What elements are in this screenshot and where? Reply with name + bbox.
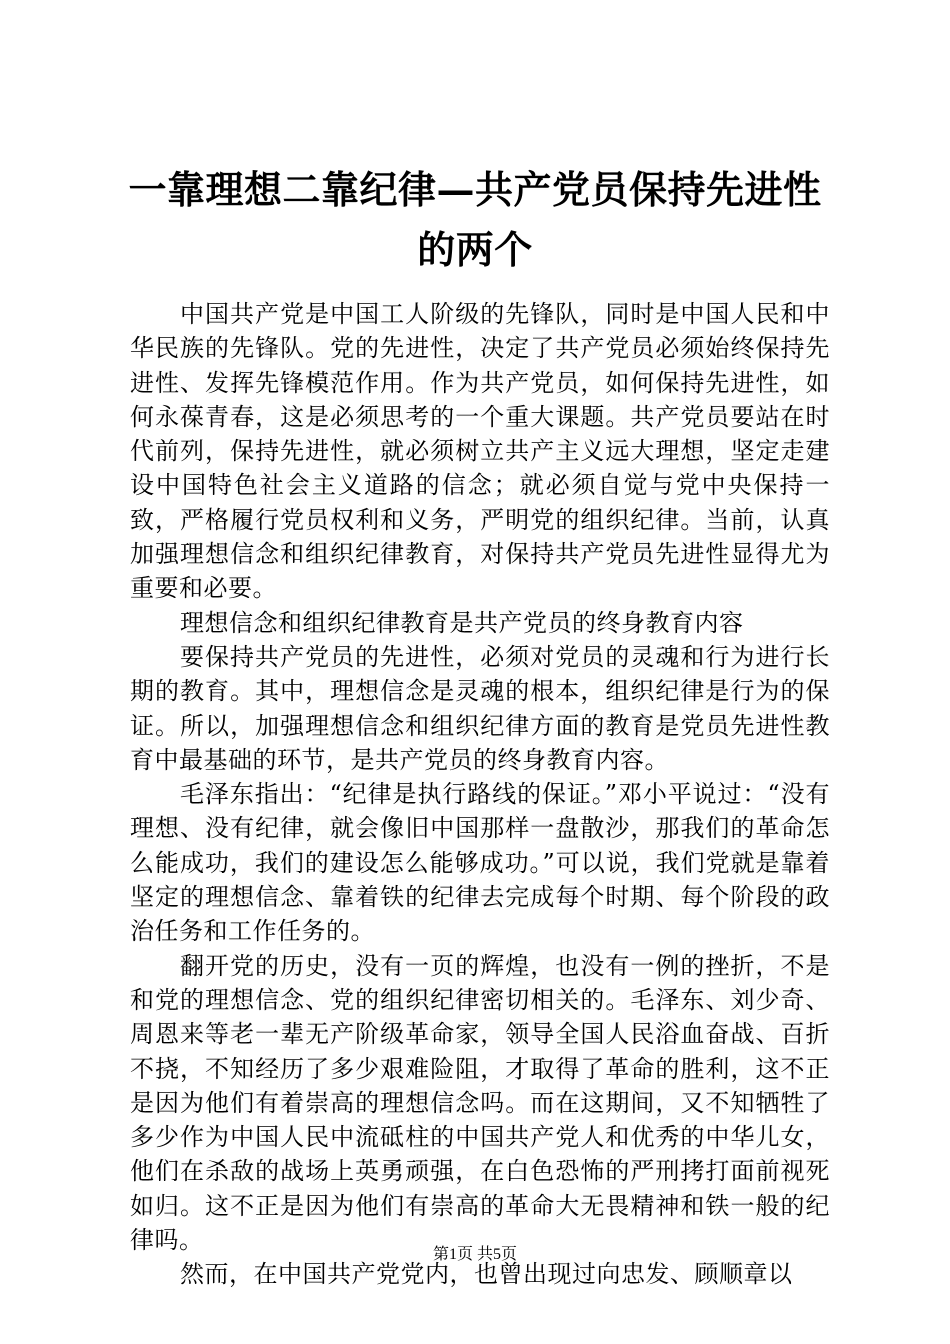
- document-title: 一靠理想二靠纪律—共产党员保持先进性的两个: [128, 167, 822, 272]
- paragraph-3: 要保持共产党员的先进性，必须对党员的灵魂和行为进行长期的教育。其中，理想信念是灵魂的根本，组织纪律是行为的保证。所以，加强理想信念和组织纪律方面的教育是党员先进性教育中最基础的环节，是共产党员的终身教育内容。: [130, 642, 830, 774]
- paragraph-2-heading: 理想信念和组织纪律教育是共产党员的终身教育内容: [180, 608, 744, 637]
- paragraph-6: 然而，在中国共产党党内，也曾出现过向忠发、顾顺章以: [180, 1260, 793, 1289]
- paragraph-5: 翻开党的历史，没有一页的辉煌，也没有一例的挫折，不是和党的理想信念、党的组织纪律密切相关的。毛泽东、刘少奇、周恩来等老一辈无产阶级革命家，领导全国人民浴血奋战、百折不挠，不知经历了多少艰难险阻，才取得了革命的胜利，这不正是因为他们有着崇高的理想信念吗。而在这期间，又不知牺牲了多少作为中国人民中流砥柱的中国共产党人和优秀的中华儿女，他们在杀敌的战场上英勇顽强，在白色恐怖的严刑拷打面前视死如归。这不正是因为他们有崇高的革命大无畏精神和铁一般的纪律吗。: [130, 951, 830, 1255]
- document-body: [130, 297, 830, 1292]
- paragraph-4: 毛泽东指出：“纪律是执行路线的保证。”邓小平说过：“没有理想、没有纪律，就会像旧中国那样一盘散沙，那我们的革命怎么能成功，我们的建设怎么能够成功。”可以说，我们党就是靠着坚定的理想信念、靠着铁的纪律去完成每个时期、每个阶段的政治任务和工作任务的。: [130, 780, 830, 946]
- paragraph-1: 中国共产党是中国工人阶级的先锋队，同时是中国人民和中华民族的先锋队。党的先进性，决定了共产党员必须始终保持先进性、发挥先锋模范作用。作为共产党员，如何保持先进性，如何永葆青春，这是必须思考的一个重大课题。共产党员要站在时代前列，保持先进性，就必须树立共产主义远大理想，坚定走建设中国特色社会主义道路的信念；就必须自觉与党中央保持一致，严格履行党员权利和义务，严明党的组织纪律。当前，认真加强理想信念和组织纪律教育，对保持共产党员先进性显得尤为重要和必要。: [130, 300, 830, 603]
- page-number-footer: 第1页 共5页: [432, 1246, 517, 1263]
